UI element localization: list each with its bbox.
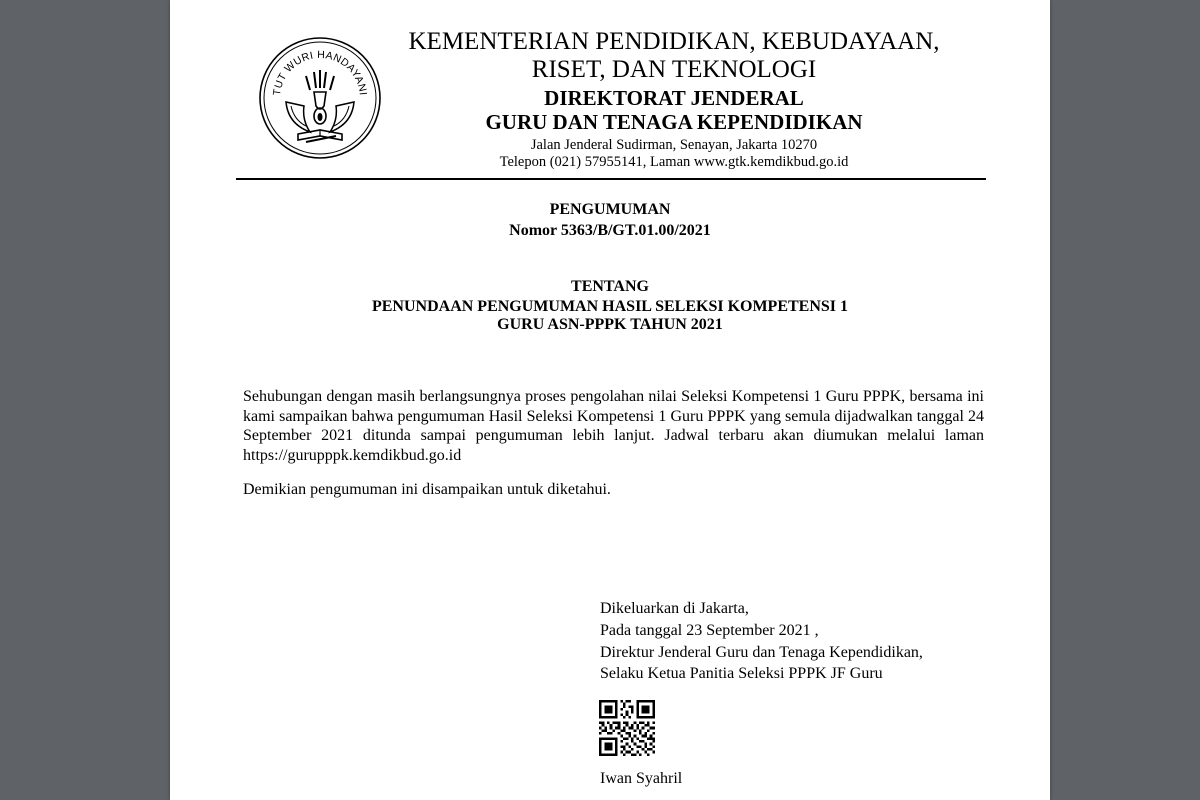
directorate-name-line-2: GURU DAN TENAGA KEPENDIDIKAN <box>485 110 863 134</box>
announcement-number: Nomor 5363/B/GT.01.00/2021 <box>509 222 711 239</box>
signature-date: Pada tanggal 23 September 2021 , <box>600 622 819 639</box>
signature-qr-code <box>599 700 655 756</box>
signature-position-line-2: Selaku Ketua Panitia Seleksi PPPK JF Guru <box>600 665 883 682</box>
letterhead-contact: Telepon (021) 57955141, Laman www.gtk.kemdikbud.go.id <box>499 154 849 170</box>
svg-text:TUT WURI HANDAYANI: TUT WURI HANDAYANI <box>271 48 369 97</box>
signature-position-line-1: Direktur Jenderal Guru dan Tenaga Kependidikan, <box>600 644 923 661</box>
letterhead-divider <box>236 178 986 180</box>
ministry-name-line-2: RISET, DAN TEKNOLOGI <box>531 56 817 83</box>
document-page <box>170 0 1050 800</box>
announcement-subject-line-1: PENUNDAAN PENGUMUMAN HASIL SELEKSI KOMPETENSI 1 <box>371 298 849 315</box>
body-paragraph-2: Demikian pengumuman ini disampaikan untuk diketahui. <box>243 481 611 498</box>
announcement-about: TENTANG <box>571 278 649 295</box>
letterhead-address: Jalan Jenderal Sudirman, Senayan, Jakarta 10270 <box>530 137 818 153</box>
tut-wuri-handayani-logo <box>258 36 382 160</box>
signatory-name: Iwan Syahril <box>600 770 683 787</box>
signature-issued-at: Dikeluarkan di Jakarta, <box>600 600 749 617</box>
ministry-name-line-1: KEMENTERIAN PENDIDIKAN, KEBUDAYAAN, <box>408 28 940 55</box>
announcement-subject-line-2: GURU ASN-PPPK TAHUN 2021 <box>497 316 723 333</box>
directorate-name-line-1: DIREKTORAT JENDERAL <box>544 86 804 110</box>
announcement-title: PENGUMUMAN <box>549 201 671 218</box>
body-paragraph-1: Sehubungan dengan masih berlangsungnya proses pengolahan nilai Seleksi Kompetensi 1 Guru PPPK, bersama ini kami sampaikan bahwa pengumuman Hasil Seleksi Kompetensi 1 Guru PPPK yang semula dijadwalkan tanggal 24 September 2021 ditunda sampai pengumuman lebih lanjut. Jadwal terbaru akan diumukan melalui laman https://gurupppk.kemdikbud.go.id <box>243 388 984 464</box>
